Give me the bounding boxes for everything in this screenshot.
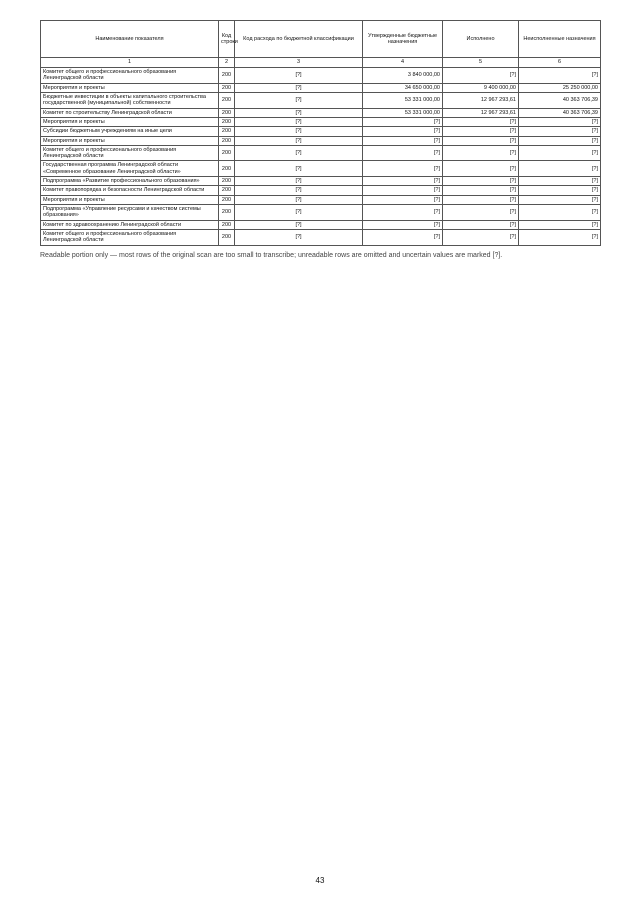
row-classification: [?] — [235, 108, 363, 117]
header-approved: Утвержденные бюджетные назначения — [363, 21, 443, 58]
table-row — [41, 108, 601, 117]
header-code: Код строки — [219, 21, 235, 58]
column-number: 4 — [363, 58, 443, 68]
row-unexecuted: [?] — [519, 177, 601, 186]
budget-execution-page — [40, 20, 600, 259]
row-name: Комитет правопорядка и безопасности Ленинградской области — [41, 186, 219, 195]
row-unexecuted: [?] — [519, 229, 601, 245]
row-executed: 12 967 293,61 — [443, 108, 519, 117]
row-approved: [?] — [363, 127, 443, 136]
row-code: 200 — [219, 145, 235, 161]
row-executed: [?] — [443, 68, 519, 84]
row-executed: [?] — [443, 136, 519, 145]
row-executed: 9 400 000,00 — [443, 83, 519, 92]
row-executed: [?] — [443, 205, 519, 221]
column-number: 1 — [41, 58, 219, 68]
row-classification: [?] — [235, 136, 363, 145]
table-row — [41, 186, 601, 195]
row-unexecuted: 25 250 000,00 — [519, 83, 601, 92]
row-code: 200 — [219, 186, 235, 195]
row-approved: [?] — [363, 161, 443, 177]
table-row — [41, 205, 601, 221]
row-executed: [?] — [443, 161, 519, 177]
row-unexecuted: [?] — [519, 145, 601, 161]
column-number-row — [41, 58, 601, 68]
budget-execution-table — [40, 20, 601, 246]
row-name: Мероприятия и проекты — [41, 117, 219, 126]
row-unexecuted: [?] — [519, 195, 601, 204]
row-name: Подпрограмма «Управление ресурсами и качеством системы образования» — [41, 205, 219, 221]
row-executed: [?] — [443, 145, 519, 161]
table-row — [41, 136, 601, 145]
row-classification: [?] — [235, 195, 363, 204]
header-unexecuted: Неисполненные назначения — [519, 21, 601, 58]
row-classification: [?] — [235, 145, 363, 161]
row-code: 200 — [219, 83, 235, 92]
row-executed: [?] — [443, 229, 519, 245]
row-name: Государственная программа Ленинградской области «Современное образование Ленинградской области» — [41, 161, 219, 177]
table-row — [41, 177, 601, 186]
header-name: Наименование показателя — [41, 21, 219, 58]
table-header — [41, 21, 601, 68]
row-classification: [?] — [235, 186, 363, 195]
row-code: 200 — [219, 92, 235, 108]
row-approved: 53 331 000,00 — [363, 108, 443, 117]
row-code: 200 — [219, 220, 235, 229]
row-unexecuted: [?] — [519, 68, 601, 84]
row-name: Мероприятия и проекты — [41, 83, 219, 92]
table-row — [41, 127, 601, 136]
column-number: 6 — [519, 58, 601, 68]
row-code: 200 — [219, 177, 235, 186]
row-unexecuted: [?] — [519, 161, 601, 177]
row-name: Мероприятия и проекты — [41, 136, 219, 145]
row-name: Комитет по здравоохранению Ленинградской области — [41, 220, 219, 229]
row-executed: 12 967 293,61 — [443, 92, 519, 108]
column-number: 5 — [443, 58, 519, 68]
table-body — [41, 68, 601, 246]
table-row — [41, 195, 601, 204]
column-number: 2 — [219, 58, 235, 68]
row-name: Субсидии бюджетным учреждениям на иные цели — [41, 127, 219, 136]
row-code: 200 — [219, 161, 235, 177]
row-unexecuted: [?] — [519, 186, 601, 195]
row-approved: 53 331 000,00 — [363, 92, 443, 108]
row-executed: [?] — [443, 220, 519, 229]
row-code: 200 — [219, 108, 235, 117]
row-approved: [?] — [363, 136, 443, 145]
row-classification: [?] — [235, 205, 363, 221]
row-unexecuted: [?] — [519, 117, 601, 126]
row-classification: [?] — [235, 127, 363, 136]
row-classification: [?] — [235, 117, 363, 126]
row-name: Бюджетные инвестиции в объекты капитального строительства государственной (муниципальной) собственности — [41, 92, 219, 108]
row-executed: [?] — [443, 195, 519, 204]
table-row — [41, 220, 601, 229]
row-classification: [?] — [235, 83, 363, 92]
row-code: 200 — [219, 136, 235, 145]
row-unexecuted: 40 363 706,39 — [519, 108, 601, 117]
table-row — [41, 145, 601, 161]
row-code: 200 — [219, 205, 235, 221]
transcription-note: Readable portion only — most rows of the original scan are too small to transcribe; unreadable rows are omitted and uncertain values are marked [?]. — [40, 251, 503, 259]
row-approved: [?] — [363, 229, 443, 245]
row-name: Комитет общего и профессионального образования Ленинградской области — [41, 68, 219, 84]
row-unexecuted: [?] — [519, 136, 601, 145]
row-code: 200 — [219, 68, 235, 84]
row-approved: 34 650 000,00 — [363, 83, 443, 92]
row-unexecuted: [?] — [519, 220, 601, 229]
row-classification: [?] — [235, 220, 363, 229]
row-classification: [?] — [235, 68, 363, 84]
header-executed: Исполнено — [443, 21, 519, 58]
row-code: 200 — [219, 117, 235, 126]
row-code: 200 — [219, 195, 235, 204]
row-approved: [?] — [363, 145, 443, 161]
row-code: 200 — [219, 229, 235, 245]
table-row — [41, 83, 601, 92]
row-approved: [?] — [363, 195, 443, 204]
page-number: 43 — [315, 876, 325, 885]
row-executed: [?] — [443, 177, 519, 186]
row-approved: [?] — [363, 117, 443, 126]
row-name: Мероприятия и проекты — [41, 195, 219, 204]
row-unexecuted: 40 363 706,39 — [519, 92, 601, 108]
row-executed: [?] — [443, 127, 519, 136]
row-approved: [?] — [363, 205, 443, 221]
row-approved: [?] — [363, 220, 443, 229]
row-classification: [?] — [235, 92, 363, 108]
row-classification: [?] — [235, 161, 363, 177]
row-unexecuted: [?] — [519, 127, 601, 136]
column-number: 3 — [235, 58, 363, 68]
row-name: Подпрограмма «Развитие профессионального образования» — [41, 177, 219, 186]
row-name: Комитет общего и профессионального образования Ленинградской области — [41, 229, 219, 245]
row-name: Комитет общего и профессионального образования Ленинградской области — [41, 145, 219, 161]
row-classification: [?] — [235, 177, 363, 186]
row-approved: [?] — [363, 186, 443, 195]
row-approved: 3 840 000,00 — [363, 68, 443, 84]
row-executed: [?] — [443, 186, 519, 195]
row-name: Комитет по строительству Ленинградской области — [41, 108, 219, 117]
row-classification: [?] — [235, 229, 363, 245]
table-row — [41, 161, 601, 177]
table-row — [41, 92, 601, 108]
header-classification: Код расхода по бюджетной классификации — [235, 21, 363, 58]
row-executed: [?] — [443, 117, 519, 126]
row-code: 200 — [219, 127, 235, 136]
table-row — [41, 117, 601, 126]
table-row — [41, 229, 601, 245]
row-unexecuted: [?] — [519, 205, 601, 221]
row-approved: [?] — [363, 177, 443, 186]
table-row — [41, 68, 601, 84]
